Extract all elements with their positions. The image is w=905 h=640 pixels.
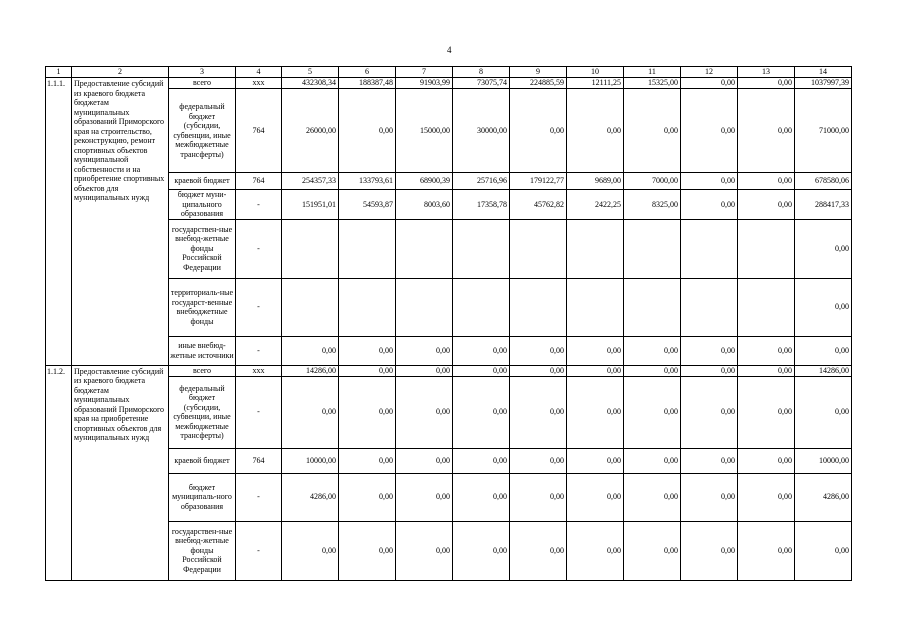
year-value: 432308,34 <box>282 78 339 89</box>
year-value: 0,00 <box>567 473 624 521</box>
year-value: 54593,87 <box>339 190 396 220</box>
year-value <box>624 278 681 336</box>
budget-code: - <box>236 336 282 365</box>
year-value: 0,00 <box>396 365 453 376</box>
year-value: 2422,25 <box>567 190 624 220</box>
total-value: 0,00 <box>795 278 852 336</box>
year-value: 8325,00 <box>624 190 681 220</box>
col-header: 5 <box>282 67 339 78</box>
year-value: 0,00 <box>510 365 567 376</box>
year-value: 9689,00 <box>567 173 624 190</box>
budget-code: ххх <box>236 365 282 376</box>
budget-code: ххх <box>236 78 282 89</box>
year-value <box>282 278 339 336</box>
year-value: 0,00 <box>510 473 567 521</box>
year-value <box>510 219 567 278</box>
funding-source: территориаль-ные государст-венные внебюджетные фонды <box>169 278 236 336</box>
year-value: 0,00 <box>738 448 795 473</box>
year-value: 0,00 <box>339 376 396 448</box>
year-value: 0,00 <box>567 521 624 580</box>
year-value: 0,00 <box>681 521 738 580</box>
year-value: 4286,00 <box>282 473 339 521</box>
col-header: 11 <box>624 67 681 78</box>
funding-source: бюджет муниципаль-ного образования <box>169 473 236 521</box>
year-value: 0,00 <box>738 365 795 376</box>
year-value: 0,00 <box>681 173 738 190</box>
year-value: 151951,01 <box>282 190 339 220</box>
year-value: 15000,00 <box>396 89 453 173</box>
year-value: 0,00 <box>339 89 396 173</box>
year-value: 91903,99 <box>396 78 453 89</box>
year-value: 133793,61 <box>339 173 396 190</box>
year-value: 0,00 <box>567 448 624 473</box>
header-row <box>46 67 852 78</box>
col-header: 8 <box>453 67 510 78</box>
col-header: 6 <box>339 67 396 78</box>
year-value: 0,00 <box>453 521 510 580</box>
year-value: 26000,00 <box>282 89 339 173</box>
year-value: 0,00 <box>396 448 453 473</box>
table-row <box>46 365 852 376</box>
funding-source: государствен-ные внебюд-жетные фонды Российской Федерации <box>169 219 236 278</box>
total-value: 0,00 <box>795 219 852 278</box>
year-value: 0,00 <box>510 448 567 473</box>
year-value: 0,00 <box>681 190 738 220</box>
total-value: 288417,33 <box>795 190 852 220</box>
year-value: 0,00 <box>681 89 738 173</box>
year-value: 0,00 <box>738 473 795 521</box>
year-value <box>624 219 681 278</box>
total-value: 678580,06 <box>795 173 852 190</box>
year-value: 0,00 <box>738 521 795 580</box>
year-value: 0,00 <box>681 365 738 376</box>
section-number: 1.1.1. <box>46 78 72 366</box>
year-value: 0,00 <box>339 448 396 473</box>
funding-source: всего <box>169 365 236 376</box>
year-value: 0,00 <box>681 376 738 448</box>
year-value: 45762,82 <box>510 190 567 220</box>
year-value: 0,00 <box>567 376 624 448</box>
year-value: 14286,00 <box>282 365 339 376</box>
year-value: 0,00 <box>624 521 681 580</box>
budget-code: 764 <box>236 173 282 190</box>
total-value: 10000,00 <box>795 448 852 473</box>
year-value: 0,00 <box>738 336 795 365</box>
col-header: 13 <box>738 67 795 78</box>
year-value <box>738 278 795 336</box>
year-value: 0,00 <box>453 376 510 448</box>
year-value: 0,00 <box>510 521 567 580</box>
year-value: 0,00 <box>282 376 339 448</box>
year-value: 0,00 <box>453 365 510 376</box>
col-header: 4 <box>236 67 282 78</box>
year-value: 0,00 <box>567 89 624 173</box>
year-value: 0,00 <box>624 448 681 473</box>
year-value: 224885,59 <box>510 78 567 89</box>
year-value: 10000,00 <box>282 448 339 473</box>
budget-code: - <box>236 376 282 448</box>
col-header: 7 <box>396 67 453 78</box>
col-header: 2 <box>72 67 169 78</box>
section-name: Предоставление субсидий из краевого бюджета бюджетам муниципальных образований Приморского края на приобретение спортивных объектов для муниципальных нужд <box>72 365 169 580</box>
budget-table <box>45 66 852 581</box>
col-header: 1 <box>46 67 72 78</box>
budget-code: - <box>236 521 282 580</box>
year-value: 0,00 <box>567 336 624 365</box>
year-value: 12111,25 <box>567 78 624 89</box>
year-value: 0,00 <box>510 89 567 173</box>
year-value: 0,00 <box>453 448 510 473</box>
budget-code: 764 <box>236 89 282 173</box>
funding-source: иные внебюд-жетные источники <box>169 336 236 365</box>
year-value: 0,00 <box>339 365 396 376</box>
year-value: 0,00 <box>396 376 453 448</box>
year-value <box>681 219 738 278</box>
year-value: 0,00 <box>738 78 795 89</box>
year-value: 0,00 <box>681 336 738 365</box>
year-value <box>339 219 396 278</box>
total-value: 1037997,39 <box>795 78 852 89</box>
funding-source: бюджет муни-ципального образования <box>169 190 236 220</box>
year-value: 68900,39 <box>396 173 453 190</box>
total-value: 71000,00 <box>795 89 852 173</box>
year-value <box>339 278 396 336</box>
year-value: 0,00 <box>339 336 396 365</box>
budget-table-body <box>46 67 852 581</box>
year-value: 0,00 <box>510 336 567 365</box>
year-value: 7000,00 <box>624 173 681 190</box>
year-value <box>681 278 738 336</box>
year-value <box>510 278 567 336</box>
year-value: 30000,00 <box>453 89 510 173</box>
year-value <box>738 219 795 278</box>
year-value: 0,00 <box>510 376 567 448</box>
year-value: 0,00 <box>624 365 681 376</box>
year-value <box>282 219 339 278</box>
year-value: 0,00 <box>738 190 795 220</box>
year-value <box>453 219 510 278</box>
col-header: 14 <box>795 67 852 78</box>
budget-code: - <box>236 190 282 220</box>
funding-source: федеральный бюджет (субсидии, субвенции, иные межбюджетные трансферты) <box>169 376 236 448</box>
year-value: 0,00 <box>624 376 681 448</box>
col-header: 10 <box>567 67 624 78</box>
budget-code: - <box>236 473 282 521</box>
year-value: 0,00 <box>738 89 795 173</box>
year-value: 0,00 <box>282 521 339 580</box>
year-value: 0,00 <box>339 473 396 521</box>
year-value: 0,00 <box>624 336 681 365</box>
section-name: Предоставление субсидий из краевого бюджета бюджетам муниципальных образований Приморского края на строительство, реконструкцию, ремонт спортивных объектов муниципальной собственности и на приобретение спортивных объектов для муниципальных нужд <box>72 78 169 366</box>
year-value <box>567 219 624 278</box>
year-value: 0,00 <box>396 336 453 365</box>
col-header: 3 <box>169 67 236 78</box>
year-value: 17358,78 <box>453 190 510 220</box>
total-value: 4286,00 <box>795 473 852 521</box>
year-value <box>567 278 624 336</box>
budget-code: 764 <box>236 448 282 473</box>
year-value: 0,00 <box>738 173 795 190</box>
year-value: 0,00 <box>282 336 339 365</box>
budget-code: - <box>236 278 282 336</box>
funding-source: федеральный бюджет (субсидии, субвенции, иные межбюджетные трансферты) <box>169 89 236 173</box>
funding-source: краевой бюджет <box>169 173 236 190</box>
year-value: 0,00 <box>396 473 453 521</box>
year-value: 179122,77 <box>510 173 567 190</box>
year-value <box>396 278 453 336</box>
year-value: 0,00 <box>681 448 738 473</box>
page-number: 4 <box>447 45 452 55</box>
year-value: 0,00 <box>453 336 510 365</box>
year-value <box>396 219 453 278</box>
col-header: 9 <box>510 67 567 78</box>
year-value: 254357,33 <box>282 173 339 190</box>
year-value: 188387,48 <box>339 78 396 89</box>
year-value: 15325,00 <box>624 78 681 89</box>
table-row <box>46 78 852 89</box>
year-value: 0,00 <box>396 521 453 580</box>
year-value: 0,00 <box>624 473 681 521</box>
year-value: 0,00 <box>738 376 795 448</box>
funding-source: всего <box>169 78 236 89</box>
year-value: 0,00 <box>681 473 738 521</box>
year-value: 0,00 <box>681 78 738 89</box>
section-number: 1.1.2. <box>46 365 72 580</box>
total-value: 14286,00 <box>795 365 852 376</box>
year-value: 8003,60 <box>396 190 453 220</box>
year-value <box>453 278 510 336</box>
year-value: 0,00 <box>567 365 624 376</box>
funding-source: краевой бюджет <box>169 448 236 473</box>
year-value: 73075,74 <box>453 78 510 89</box>
year-value: 0,00 <box>339 521 396 580</box>
year-value: 0,00 <box>624 89 681 173</box>
funding-source: государствен-ные внебюд-жетные фонды Российской Федерации <box>169 521 236 580</box>
year-value: 0,00 <box>453 473 510 521</box>
col-header: 12 <box>681 67 738 78</box>
year-value: 25716,96 <box>453 173 510 190</box>
budget-code: - <box>236 219 282 278</box>
total-value: 0,00 <box>795 521 852 580</box>
total-value: 0,00 <box>795 376 852 448</box>
total-value: 0,00 <box>795 336 852 365</box>
